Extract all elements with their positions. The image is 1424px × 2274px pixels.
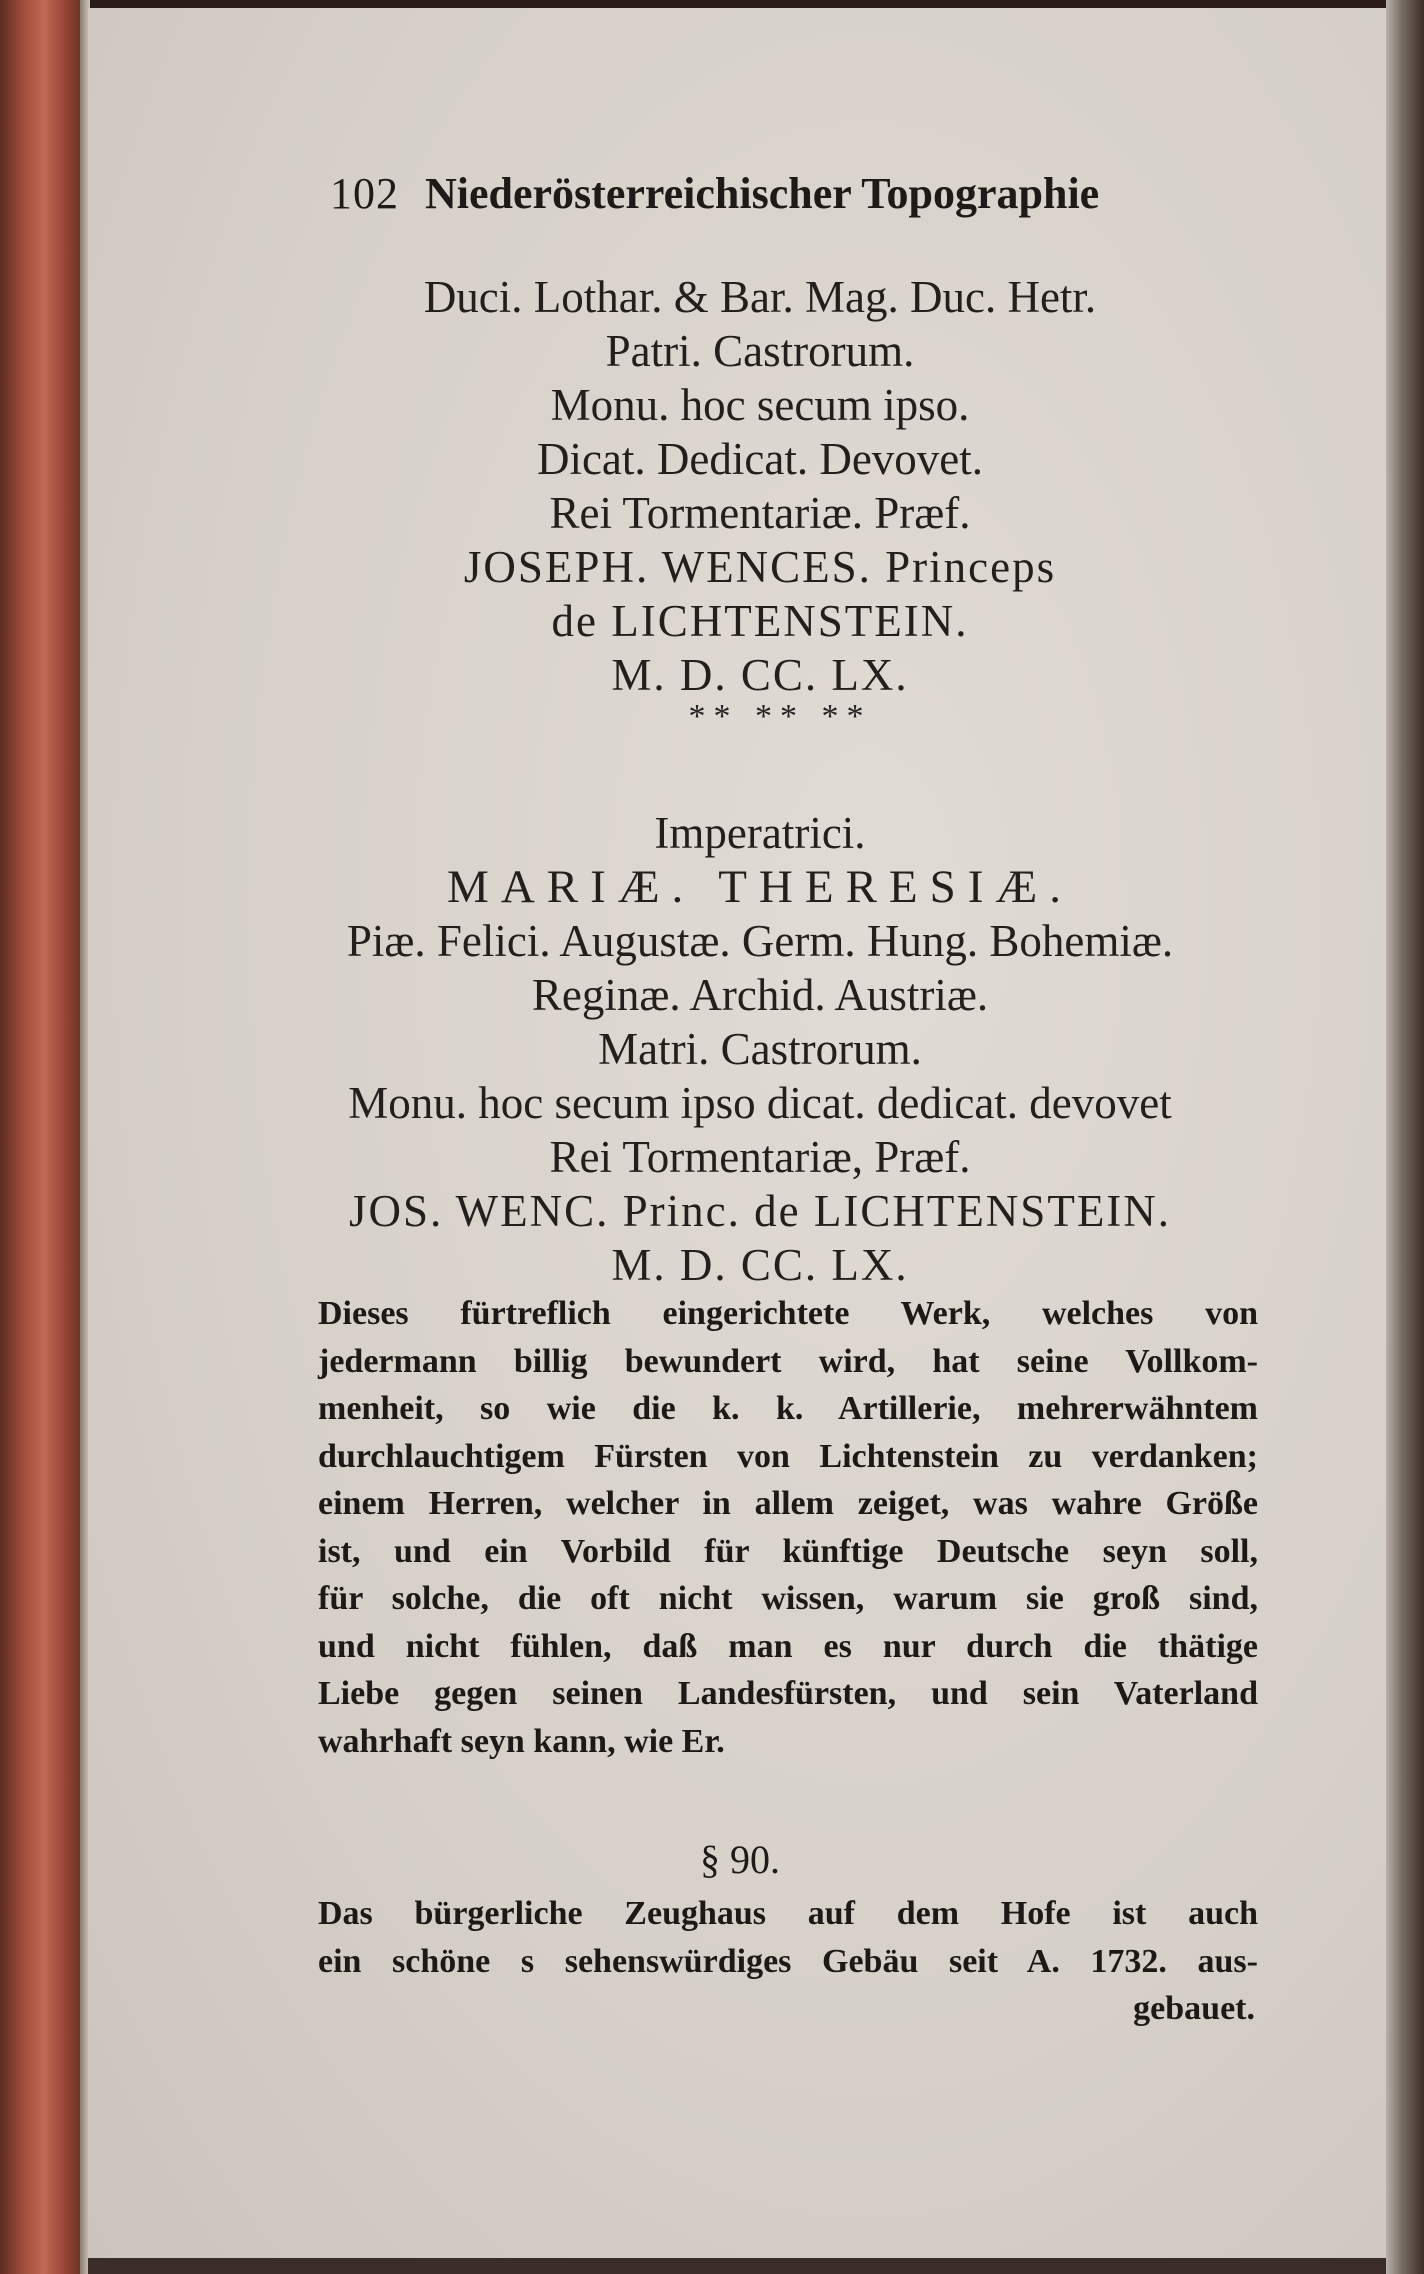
paragraph-line: wahrhaft seyn kann, wie Er. [318, 1722, 725, 1760]
page-edge-right [1386, 0, 1424, 2274]
inscription-line: Duci. Lothar. & Bar. Mag. Duc. Hetr. [423, 272, 1097, 322]
paragraph-line: Das bürgerliche Zeughaus auf dem Hofe ist auch [318, 1895, 1258, 1932]
paragraph-line: ein schöne s sehenswürdiges Gebäu seit A. 1732. aus- [318, 1943, 1258, 1980]
running-header [330, 168, 1170, 238]
inscription-line: Monu. hoc secum ipso dicat. dedicat. devovet [348, 1078, 1172, 1128]
inscription-line: JOS. WENC. Princ. de LICHTENSTEIN. [348, 1186, 1172, 1236]
catchword: gebauet. [1133, 1990, 1255, 2027]
paragraph-line: Liebe gegen seinen Landesfürsten, und sein Vaterland [318, 1675, 1258, 1712]
paragraph-line: einem Herren, welcher in allem zeiget, was wahre Größe [318, 1485, 1258, 1522]
page-number: 102 [330, 169, 399, 218]
inscription-line: Dicat. Dedicat. Devovet. [536, 434, 984, 484]
inscription-line: Rei Tormentariæ, Præf. [549, 1132, 971, 1182]
page-edge-bottom [88, 2258, 1386, 2274]
inscription-line: Reginæ. Archid. Austriæ. [531, 970, 989, 1020]
paragraph-line: ist, und ein Vorbild für künftige Deutsche seyn soll, [318, 1532, 1258, 1570]
paragraph-line: und nicht fühlen, daß man es nur durch die thätige [318, 1627, 1258, 1665]
inscription-line: Rei Tormentariæ. Præf. [549, 488, 971, 538]
inscription-line: Patri. Castrorum. [605, 326, 915, 376]
book-spine [0, 0, 80, 2274]
paragraph-line: jedermann billig bewundert wird, hat seine Vollkom- [318, 1342, 1258, 1380]
body-paragraph-2 [318, 1890, 1258, 1986]
section-heading: § 90. [700, 1837, 780, 1882]
paragraph-line: Dieses fürtreflich eingerichtete Werk, welches von [318, 1295, 1258, 1332]
inscription-date: M. D. CC. LX. [611, 650, 909, 700]
dedication-inscription-lothar [290, 270, 1230, 702]
paragraph-line: menheit, so wie die k. k. Artillerie, mehrerwähntem [318, 1390, 1258, 1427]
asterism-ornament: ** ** ** [688, 698, 872, 735]
inscription-date: M. D. CC. LX. [611, 1240, 909, 1290]
inscription-line: Imperatrici. [654, 808, 866, 858]
inscription-line: Matri. Castrorum. [598, 1024, 922, 1074]
running-title: Niederösterreichischer Topographie [425, 169, 1100, 218]
inscription-line: de LICHTENSTEIN. [551, 596, 969, 646]
inscription-line: Monu. hoc secum ipso. [550, 380, 970, 430]
dedication-inscription-maria-theresia [290, 806, 1230, 1292]
inscription-line: JOSEPH. WENCES. Princeps [463, 542, 1057, 592]
inscription-line: MARIÆ. THERESIÆ. [447, 861, 1073, 913]
body-paragraph [318, 1290, 1258, 1765]
paragraph-line: durchlauchtigem Fürsten von Lichtenstein zu verdanken; [318, 1437, 1258, 1475]
inscription-line: Piæ. Felici. Augustæ. Germ. Hung. Bohemiæ. [346, 916, 1174, 966]
paragraph-line: für solche, die oft nicht wissen, warum sie groß sind, [318, 1580, 1258, 1617]
